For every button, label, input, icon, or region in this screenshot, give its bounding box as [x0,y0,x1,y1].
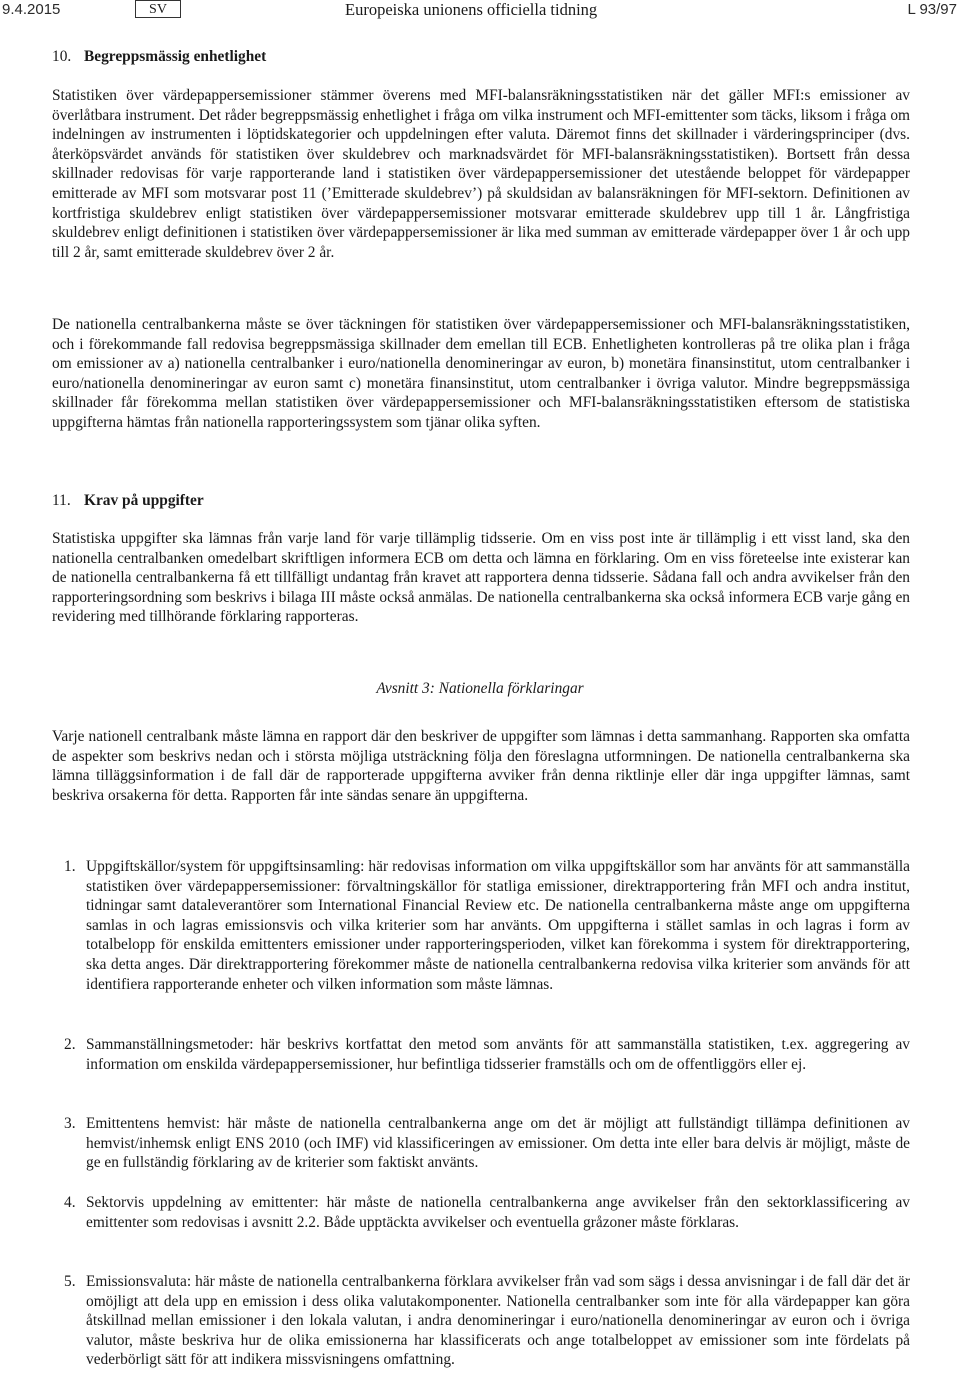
list-item-number: 4. [64,1194,76,1211]
list-item-number: 2. [64,1036,76,1053]
paragraph-text: Varje nationell centralbank måste lämna en rapport där den beskriver de uppgifter som lämnas i detta sammanhang. Rapporten ska omfatta de aspekter som beskrivs nedan och i största möjliga utsträckning följa den föreslagna utformningen. De nationella centralbankerna ska lämna tilläggsinformation i de fall där de rapporterade uppgifterna avviker från denna riktlinje eller där inga uppgifter lämnas, samt beskriva orsakerna för detta. Rapporten får inte sändas senare än uppgifterna. [52,728,910,804]
section-10-paragraph-1 [52,86,910,262]
section-11-heading [52,491,204,511]
list-item [52,1193,910,1232]
language-code: SV [135,0,181,18]
list-item-number: 3. [64,1115,76,1132]
list-item-text: Sektorvis uppdelning av emittenter: här måste de nationella centralbankerna ange avvikelser från den sektorklassificering av emittenter som redovisas i avsnitt 2.2. Både upptäckta avvikelser och eventuella gråzoner måste förklaras. [86,1194,910,1231]
avsnitt-3-title [0,680,960,698]
publication-date: 9.4.2015 [2,1,61,18]
section-10-paragraph-2 [52,315,910,433]
journal-title: Europeiska unionens officiella tidning [345,0,598,19]
page-header [0,0,960,20]
section-11-paragraph [52,529,910,627]
section-title: Krav på uppgifter [84,492,204,509]
list-item [52,857,910,994]
list-item [52,1114,910,1173]
section-number: 10. [52,48,72,65]
list-item-number: 1. [64,858,76,875]
avsnitt-3-intro [52,727,910,805]
list-item-text: Uppgiftskällor/system för uppgiftsinsamling: här redovisas information om vilka uppgiftskällor som har använts för att sammanställa statistiken över värdepappersemissioner: förvaltningskällor för statliga emissioner, direktrapportering från MFI och andra institut, tidningar samt dataleverantörer som International Financial Review etc. De nationella centralbankerna måste ange om uppgifterna samlas in och lagras emissionsvis och vilka kriterier som har använts. Om uppgifterna i stället samlas in och lagras i form av totalbelopp för enskilda emittenters emissioner under rapporteringsperioden, vilket kan förekomma i system för direktrapportering, ska detta anges. Där direktrapportering förekommer måste de nationella centralbankerna redovisa vilka kriterier som används för att identifiera rapporterande enheter och vilken information som måste lämnas. [86,858,910,993]
list-item-text: Emissionsvaluta: här måste de nationella centralbankerna förklara avvikelser från vad som sägs i dessa anvisningar i de fall där det är omöjligt att dela upp en emission i dess olika valutakomponenter. Nationella centralbanker som inte för alla värdepapper kan göra åtskillnad mellan emissioner i den lokala valutan, i andra denomineringar i euro/nationella denomineringar av euron och i övriga valutor, måste beskriva hur de olika emissionerna har klassificerats och ange totalbeloppet av emissioner som inte fördelats på vederbörligt sätt för att indikera missvisningens omfattning. [86,1273,910,1369]
list-item-number: 5. [64,1273,76,1290]
list-item [52,1272,910,1370]
section-number: 11. [52,492,71,509]
list-item [52,1035,910,1074]
list-item-text: Sammanställningsmetoder: här beskrivs kortfattat den metod som använts för att sammanställa statistiken, t.ex. aggregering av information om enskilda värdepappersemissioner, hur befintliga tidsserier framställs och om de offentliggörs eller ej. [86,1036,910,1073]
section-10-heading [52,47,266,67]
paragraph-text: Statistiska uppgifter ska lämnas från varje land för varje tillämplig tidsserie. Om en viss post inte är tillämplig i ett visst land, ska den nationella centralbanken omedelbart skriftligen informera ECB om detta och lämna en förklaring. Om en viss företeelse inte existerar kan de nationella centralbankerna få ett tillfälligt undantag från kravet att rapportera denna tidsserie. Sådana fall och andra avvikelser från den rapporteringsordning som beskrivs i bilaga III måste också anmälas. De nationella centralbankerna ska också informera ECB varje gång en revidering med tillhörande förklaring rapporteras. [52,530,910,626]
list-item-text: Emittentens hemvist: här måste de nationella centralbankerna ange om det är möjligt att fullständigt tillämpa definitionen av hemvist/inhemsk enligt ENS 2010 (och IMF) vid klassificeringen av emissioner. Om detta inte eller bara delvis är möjligt, måste de ge en fullständig förklaring av de kriterier som faktiskt använts. [86,1115,910,1172]
section-title: Begreppsmässig enhetlighet [84,48,267,65]
page-number: L 93/97 [907,1,957,18]
avsnitt-title-text: Avsnitt 3: Nationella förklaringar [376,680,584,697]
paragraph-text: Statistiken över värdepappersemissioner stämmer överens med MFI-balansräkningsstatistiken när det gäller MFI:s emissioner av överlåtbara instrument. Det råder begreppsmässig enhetlighet i fråga om vilka instrument och MFI-emittenter som täcks, liksom i fråga om indelningen av instrumenten i löptidskategorier och uppdelningen efter valuta. Däremot finns det skillnader i värderingsprinciper (dvs. återköpsvärdet används för statistiken över skuldebrev och marknadsvärdet för MFI-balansräkningsstatistiken). Bortsett från dessa skillnader redovisas för varje rapporterande land i statistiken över värdepappersemissioner det utestående beloppet för värdepapper emitterade av MFI som motsvarar post 11 (’Emitterade skuldebrev’) på skuldsidan av balansräkningen för MFI-sektorn. Definitionen av kortfristiga skuldebrev enligt statistiken över värdepappersemissioner motsvarar emitterade skuldebrev upp till 1 år. Långfristiga skuldebrev enligt definitionen i statistiken över värdepappersemissioner är lika med summan av emitterade värdepapper över 1 år och upp till 2 år, samt emitterade skuldebrev över 2 år. [52,87,910,261]
paragraph-text: De nationella centralbankerna måste se över täckningen för statistiken över värdepappersemissioner och MFI-balansräkningsstatistiken, och i förekommande fall redovisa begreppsmässiga skillnader dem emellan till ECB. Enhetligheten kontrolleras på tre olika plan i fråga om emissioner av a) nationella centralbanker i euro/nationella denomineringar av euron, b) monetära finansinstitut, utom centralbanker i euro/nationella denomineringar av euron samt c) monetära finansinstitut, utom centralbanker i övriga valutor. Mindre begreppsmässiga skillnader får förekomma mellan statistiken över värdepappersemissioner och MFI-balansräkningsstatistiken eftersom de statistiska uppgifterna hämtas från nationella rapporteringssystem som tjänar olika syften. [52,316,910,431]
